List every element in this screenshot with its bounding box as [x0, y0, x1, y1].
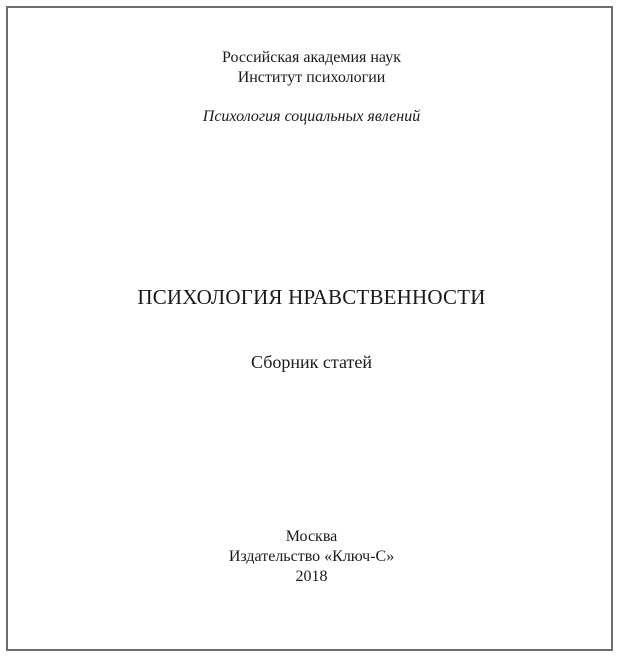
publication-year: 2018 [295, 568, 328, 585]
publisher-name: Издательство «Ключ-С» [228, 548, 395, 565]
book-title: ПСИХОЛОГИЯ НРАВСТВЕННОСТИ [137, 285, 486, 309]
series-title: Психология социальных явлений [202, 108, 421, 125]
organization-name: Российская академия наук [222, 49, 401, 66]
publication-city: Москва [285, 528, 338, 545]
institute-name: Институт психологии [237, 69, 386, 86]
book-subtitle: Сборник статей [251, 352, 372, 372]
